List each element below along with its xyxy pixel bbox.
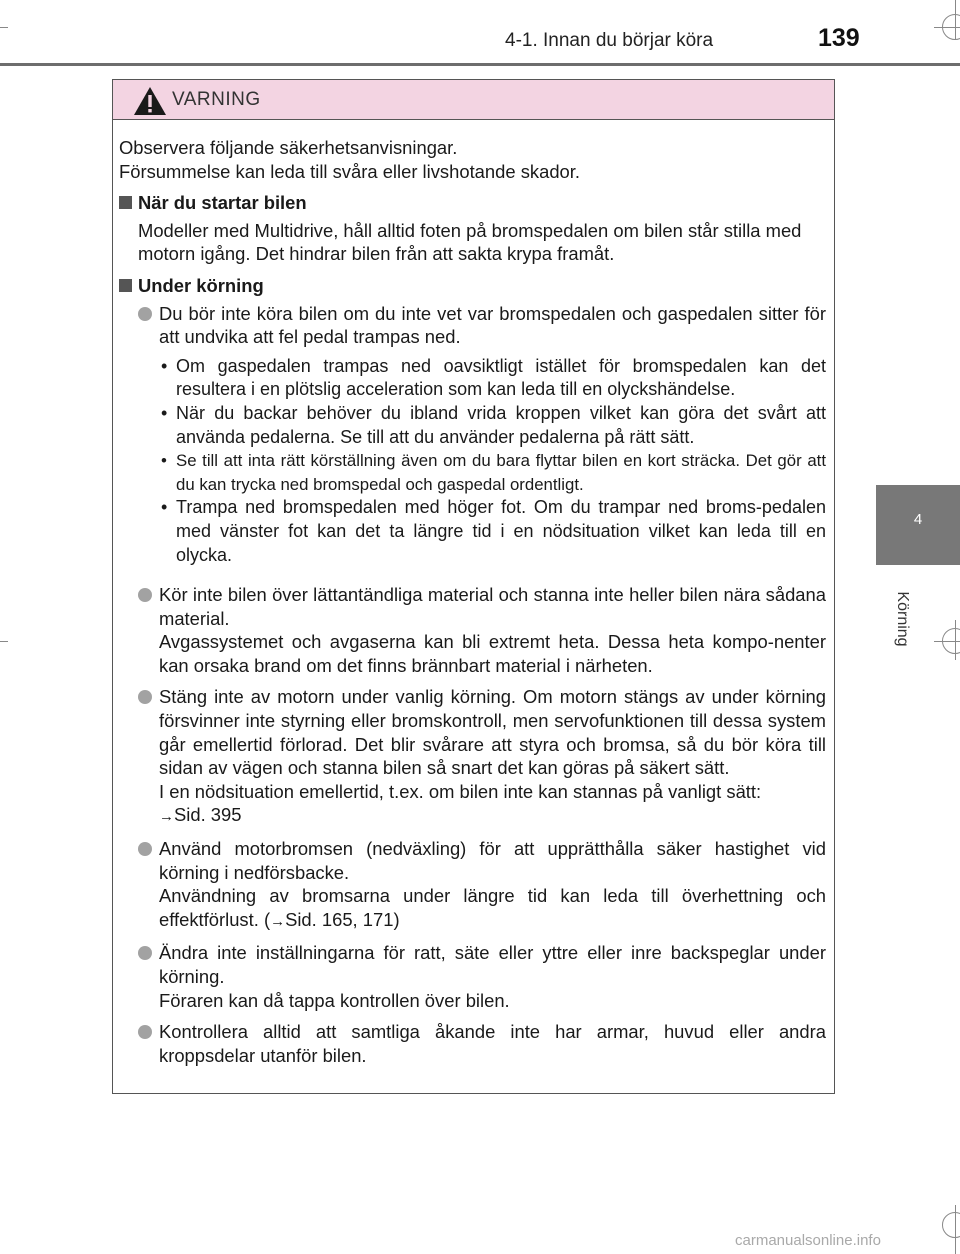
item-paragraph: Avgassystemet och avgaserna kan bli extremt heta. Dessa heta kompo-nenter kan orsaka brand om det finns brännbart material i närheten. xyxy=(159,631,826,676)
warning-triangle-icon xyxy=(133,86,167,116)
chapter-number: 4 xyxy=(913,511,923,528)
running-header: 4-1. Innan du börjar köra xyxy=(505,30,714,51)
sub-bullet: • Om gaspedalen trampas ned oavsiktligt istället för bromspedalen kan det resultera i en plötslig acceleration som kan leda till en olyckshändelse. xyxy=(161,355,826,400)
circle-bullet-icon xyxy=(138,307,152,321)
arrow-right-icon: → xyxy=(270,912,286,930)
item-paragraph: Du bör inte köra bilen om du inte vet var bromspedalen och gaspedalen sitter för att undvika att fel pedal trampas ned. xyxy=(159,302,826,348)
circle-bullet-icon xyxy=(138,1025,152,1039)
crop-mark-left-mid xyxy=(0,641,8,642)
section-starting xyxy=(119,191,826,266)
section-heading: När du startar bilen xyxy=(119,191,826,215)
item-paragraph: Kontrollera alltid att samtliga åkande inte har armar, huvud eller andra kroppsdelar utanför bilen. xyxy=(159,1021,826,1066)
section-driving xyxy=(119,274,826,1067)
warning-box xyxy=(112,79,835,1094)
warning-intro xyxy=(119,136,826,183)
item-paragraph: I en nödsituation emellertid, t.ex. om bilen inte kan stannas på vanligt sätt: xyxy=(159,780,762,802)
chapter-name: Körning xyxy=(894,591,911,647)
list-item xyxy=(119,941,826,1012)
warning-title: VARNING xyxy=(172,89,261,110)
item-paragraph: Föraren kan då tappa kontrollen över bilen. xyxy=(159,989,510,1011)
item-paragraph: Stäng inte av motorn under vanlig körning. Om motorn stängs av under körning försvinner inte styrning eller bromskontroll, men servofunktionen till dessa system går emellertid förlorad. Det blir svårare att styra och bromsa, så du bör köra till sidan av vägen och stanna bilen så snart det kan göras på säkert sätt. xyxy=(159,686,826,779)
sub-bullet-list xyxy=(159,355,826,567)
arrow-right-icon: → xyxy=(159,808,174,826)
list-item xyxy=(119,302,826,576)
square-bullet-icon xyxy=(119,279,132,292)
crop-mark-left-top xyxy=(0,27,8,28)
warning-header xyxy=(113,80,834,120)
circle-bullet-icon xyxy=(138,842,152,856)
page-number: 139 xyxy=(818,24,860,52)
header-rule xyxy=(0,63,960,66)
item-paragraph: Använd motorbromsen (nedväxling) för att upprätthålla säker hastighet vid körning i nedförsbacke. xyxy=(159,838,826,883)
list-item xyxy=(119,685,826,829)
item-paragraph: Ändra inte inställningarna för ratt, säte eller yttre eller inre backspeglar under körning. xyxy=(159,942,826,987)
chapter-tab xyxy=(876,485,960,565)
sub-bullet: • Se till att inta rätt körställning även om du bara flyttar bilen en kort sträcka. Det gör att du kan trycka ned bromspedal och gaspedal ordentligt. xyxy=(161,451,826,494)
intro-line: Observera följande säkerhetsanvisningar. xyxy=(119,137,458,158)
square-bullet-icon xyxy=(119,196,132,209)
sub-bullet: • Trampa ned bromspedalen med höger fot. Om du trampar ned broms-pedalen med vänster fot kan det ta längre tid i en nödsituation vilket kan leda till en olycka. xyxy=(161,497,826,565)
intro-line: Försummelse kan leda till svåra eller livshotande skador. xyxy=(119,160,580,182)
item-paragraph: Kör inte bilen över lättantändliga material och stanna inte heller bilen nära sådana material. xyxy=(159,584,826,629)
section-text: Modeller med Multidrive, håll alltid foten på bromspedalen om bilen står stilla med motorn igång. Det hindrar bilen från att sakta krypa framåt. xyxy=(138,219,802,265)
page-reference: →Sid. 395 xyxy=(159,804,242,826)
circle-bullet-icon xyxy=(138,946,152,960)
circle-bullet-icon xyxy=(138,588,152,602)
sub-bullet: • När du backar behöver du ibland vrida kroppen vilket kan göra det svårt att använda pedalerna. Se till att du använder pedalerna på rätt sätt. xyxy=(161,402,826,447)
list-item xyxy=(119,1020,826,1067)
list-item xyxy=(119,837,826,933)
warning-body xyxy=(113,120,834,1067)
circle-bullet-icon xyxy=(138,690,152,704)
item-paragraph: Användning av bromsarna under längre tid kan leda till överhettning och effektförlust. (→Sid. 165, 171) xyxy=(159,885,826,930)
section-heading: Under körning xyxy=(119,274,826,298)
list-item xyxy=(119,583,826,677)
watermark: carmanualsonline.info xyxy=(735,1232,881,1249)
